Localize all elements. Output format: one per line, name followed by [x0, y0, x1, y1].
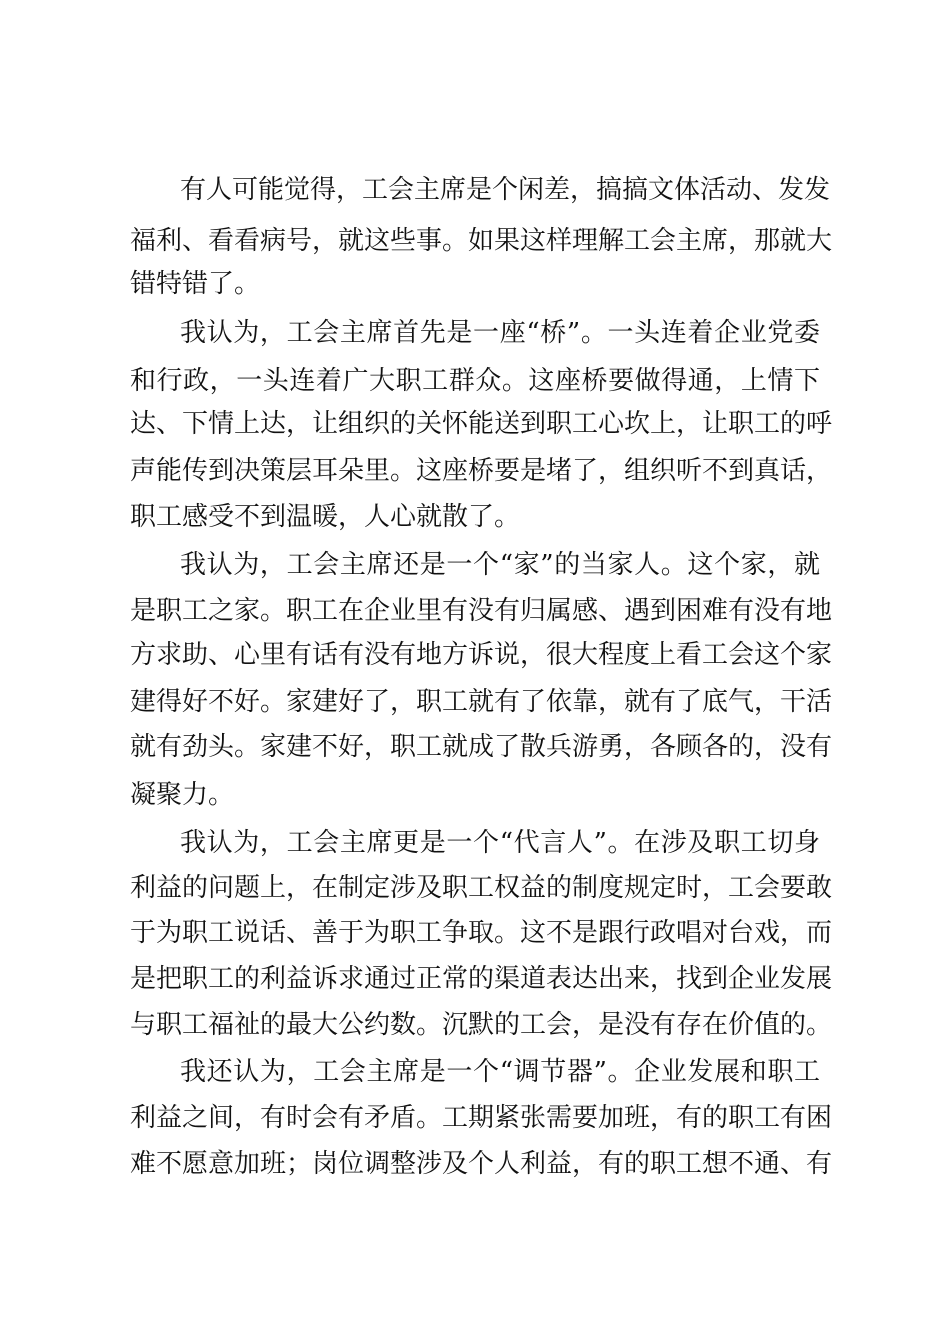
paragraph-4-line-2: 利益的问题上，在制定涉及职工权益的制度规定时，工会要敢	[130, 873, 833, 903]
paragraph-3-line-5: 就有劲头。家建不好，职工就成了散兵游勇，各顾各的，没有	[130, 732, 833, 762]
paragraph-4-line-5: 与职工福祉的最大公约数。沉默的工会，是没有存在价值的。	[130, 1010, 833, 1040]
paragraph-5-line-2: 利益之间，有时会有矛盾。工期紧张需要加班，有的职工有困	[130, 1103, 833, 1133]
paragraph-4-line-1: 我认为，工会主席更是一个“代言人”。在涉及职工切身	[180, 828, 820, 858]
paragraph-2-line-3: 达、下情上达，让组织的关怀能送到职工心坎上，让职工的呼	[130, 409, 833, 439]
paragraph-3-line-4: 建得好不好。家建好了，职工就有了依靠，就有了底气，干活	[130, 687, 833, 717]
paragraph-5-line-3: 难不愿意加班；岗位调整涉及个人利益，有的职工想不通、有	[130, 1149, 833, 1179]
paragraph-2-line-5: 职工感受不到温暖，人心就散了。	[130, 502, 521, 532]
paragraph-2-line-2: 和行政，一头连着广大职工群众。这座桥要做得通，上情下	[130, 366, 820, 396]
paragraph-3-line-6: 凝聚力。	[130, 780, 235, 810]
paragraph-1-line-3: 错特错了。	[130, 269, 261, 299]
paragraph-3-line-1: 我认为，工会主席还是一个“家”的当家人。这个家，就	[180, 550, 820, 580]
paragraph-5-line-1: 我还认为，工会主席是一个“调节器”。企业发展和职工	[180, 1057, 820, 1087]
paragraph-4-line-4: 是把职工的利益诉求通过正常的渠道表达出来，找到企业发展	[130, 964, 833, 994]
paragraph-1-line-2: 福利、看看病号，就这些事。如果这样理解工会主席，那就大	[130, 226, 833, 256]
paragraph-3-line-3: 方求助、心里有话有没有地方诉说，很大程度上看工会这个家	[130, 640, 833, 670]
paragraph-3-line-2: 是职工之家。职工在企业里有没有归属感、遇到困难有没有地	[130, 596, 833, 626]
paragraph-2-line-1: 我认为，工会主席首先是一座“桥”。一头连着企业党委	[180, 318, 820, 348]
paragraph-4-line-3: 于为职工说话、善于为职工争取。这不是跟行政唱对台戏，而	[130, 918, 833, 948]
paragraph-2-line-4: 声能传到决策层耳朵里。这座桥要是堵了，组织听不到真话，	[130, 456, 833, 486]
paragraph-1-line-1: 有人可能觉得，工会主席是个闲差，搞搞文体活动、发发	[180, 175, 831, 205]
